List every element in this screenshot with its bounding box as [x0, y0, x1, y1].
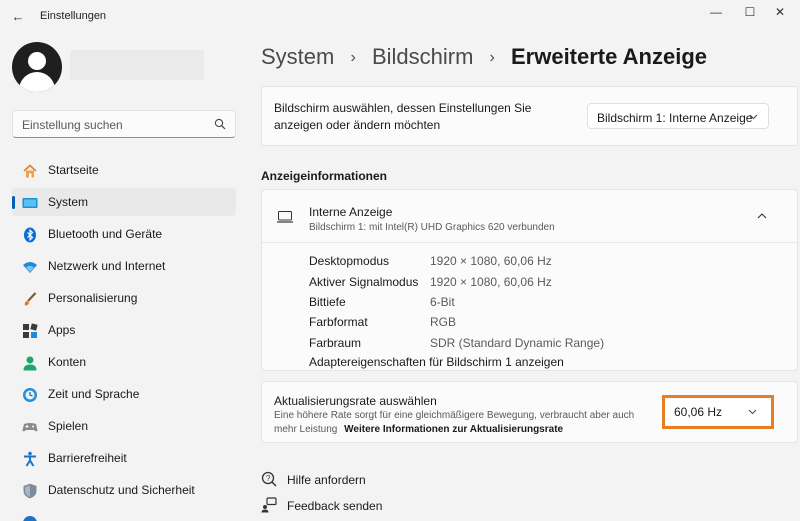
maximize-icon: ☐ [744, 5, 756, 19]
sidebar-item-apps[interactable] [12, 316, 236, 344]
info-key-bittiefe: Bittiefe [309, 295, 346, 309]
refresh-rate-description-text: Eine höhere Rate sorgt für eine gleichmäßigere Bewegung, verbraucht aber auch mehr Leistung [274, 410, 635, 435]
title-bar [0, 0, 800, 32]
sidebar-item-label: Konten [48, 355, 87, 369]
chevron-down-icon [749, 114, 758, 120]
sidebar-item-label: Bluetooth und Geräte [48, 227, 163, 241]
gamepad-icon [22, 419, 38, 435]
section-title: Anzeigeinformationen [261, 169, 388, 183]
feedback-icon [261, 497, 277, 513]
chevron-down-icon [748, 409, 757, 415]
sidebar-item-konten[interactable] [12, 348, 236, 376]
minimize-icon: — [710, 5, 722, 19]
main-content [248, 32, 800, 521]
system-icon [22, 195, 38, 211]
search-icon[interactable] [214, 118, 226, 130]
display-info-header[interactable] [262, 190, 797, 243]
display-select-dropdown[interactable] [587, 103, 769, 129]
avatar[interactable] [12, 42, 62, 92]
sidebar-item-windows-update[interactable] [12, 508, 236, 521]
sidebar-item-spielen[interactable] [12, 412, 236, 440]
sidebar-item-netzwerk[interactable] [12, 252, 236, 280]
refresh-rate-value: 60,06 Hz [674, 405, 723, 419]
info-value-farbraum: SDR (Standard Dynamic Range) [430, 336, 605, 350]
info-key-farbraum: Farbraum [309, 336, 362, 350]
accounts-icon [22, 355, 38, 371]
sidebar-item-label: Barrierefreiheit [48, 451, 127, 465]
help-link-label: Hilfe anfordern [287, 473, 366, 487]
accessibility-icon [22, 451, 38, 467]
sidebar-item-label: Apps [48, 323, 76, 337]
refresh-rate-dropdown[interactable] [666, 399, 770, 425]
feedback-link-label: Feedback senden [287, 499, 383, 513]
network-icon [22, 259, 38, 275]
user-name-placeholder [70, 50, 204, 80]
sidebar-item-label: Zeit und Sprache [48, 387, 140, 401]
back-button[interactable] [10, 9, 26, 25]
monitor-icon [277, 211, 293, 223]
chevron-up-icon[interactable] [757, 213, 767, 219]
help-icon [261, 471, 277, 487]
sidebar [0, 32, 248, 521]
sidebar-item-label: Datenschutz und Sicherheit [48, 483, 195, 497]
sidebar-item-startseite[interactable] [12, 156, 236, 184]
display-info-card [261, 189, 798, 371]
info-value-signalmodus: 1920 × 1080, 60,06 Hz [430, 275, 552, 289]
display-select-description: Bildschirm auswählen, dessen Einstellungen Sie anzeigen oder ändern möchten [274, 101, 532, 132]
display-name: Interne Anzeige [309, 205, 393, 219]
info-value-desktopmodus: 1920 × 1080, 60,06 Hz [430, 254, 552, 268]
close-icon: ✕ [774, 5, 786, 19]
info-value-bittiefe: 6-Bit [430, 295, 455, 309]
breadcrumb-separator: › [489, 49, 495, 66]
search-input[interactable] [22, 117, 202, 133]
brush-icon [22, 291, 38, 307]
sidebar-item-barrierefreiheit[interactable] [12, 444, 236, 472]
breadcrumb [261, 44, 707, 70]
sidebar-item-label: System [48, 195, 89, 209]
sidebar-item-system[interactable] [12, 188, 236, 216]
bluetooth-icon [22, 227, 38, 243]
refresh-rate-description [274, 409, 659, 437]
svg-text:?: ? [266, 474, 271, 483]
apps-icon [22, 323, 38, 339]
sidebar-item-datenschutz[interactable] [12, 476, 236, 504]
sidebar-item-label: Spielen [48, 419, 89, 433]
shield-icon [22, 483, 38, 499]
back-arrow-icon: ← [11, 9, 25, 24]
refresh-rate-title: Aktualisierungsrate auswählen [274, 394, 437, 408]
sidebar-item-label: Startseite [48, 163, 99, 177]
display-select-card [261, 86, 798, 146]
page-title: Erweiterte Anzeige [510, 44, 708, 69]
active-indicator [12, 196, 15, 209]
refresh-rate-info-link[interactable]: Weitere Informationen zur Aktualisierungsrate [344, 424, 564, 435]
display-subtitle: Bildschirm 1: mit Intel(R) UHD Graphics 620 verbunden [309, 222, 555, 233]
info-value-farbformat: RGB [430, 315, 457, 329]
sidebar-item-label: Personalisierung [48, 291, 138, 305]
search-box[interactable] [12, 110, 236, 138]
info-key-signalmodus: Aktiver Signalmodus [309, 275, 419, 289]
clock-globe-icon [22, 387, 38, 403]
breadcrumb-system[interactable]: System [261, 44, 335, 69]
home-icon [22, 163, 38, 179]
avatar-head-shape [28, 52, 46, 70]
update-icon [22, 515, 38, 521]
avatar-body-shape [19, 72, 55, 92]
close-button[interactable] [760, 2, 800, 24]
window-title: Einstellungen [40, 10, 107, 22]
info-key-farbformat: Farbformat [309, 315, 368, 329]
sidebar-item-bluetooth[interactable] [12, 220, 236, 248]
sidebar-item-zeit-und-sprache[interactable] [12, 380, 236, 408]
breadcrumb-separator: › [350, 49, 356, 66]
breadcrumb-bildschirm[interactable]: Bildschirm [371, 44, 474, 69]
display-select-value: Bildschirm 1: Interne Anzeige [597, 111, 753, 125]
adapter-properties-link[interactable]: Adaptereigenschaften für Bildschirm 1 anzeigen [309, 355, 564, 369]
info-key-desktopmodus: Desktopmodus [309, 254, 390, 268]
sidebar-item-label: Netzwerk und Internet [48, 259, 166, 273]
sidebar-item-personalisierung[interactable] [12, 284, 236, 312]
